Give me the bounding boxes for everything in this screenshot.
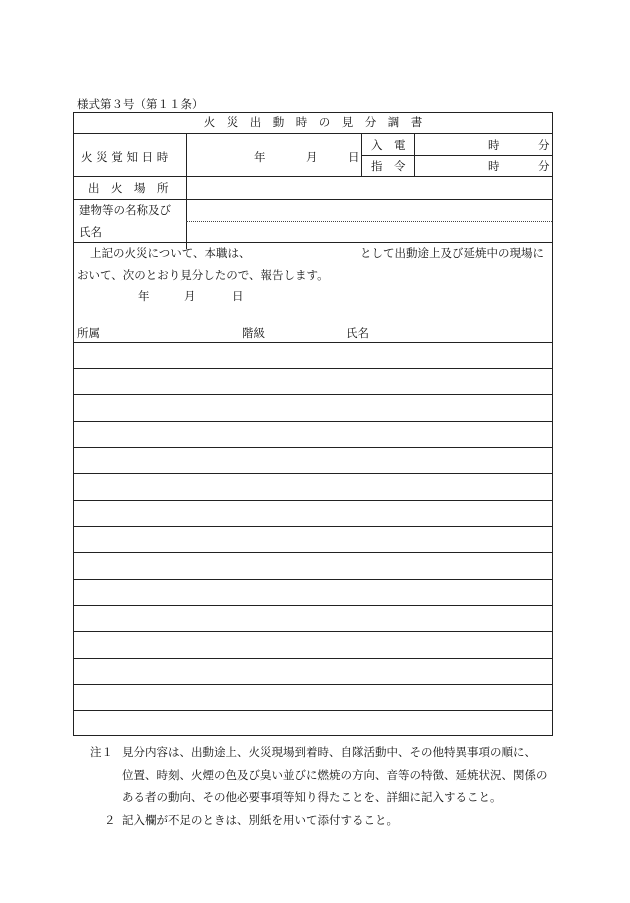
report-date-day: 日: [232, 289, 244, 303]
form-number: 様式第３号（第１１条）: [77, 97, 204, 111]
building-name-label: 建物等の名称及び: [79, 203, 171, 217]
report-line-1b: として出動途上及び延焼中の現場に: [360, 246, 544, 260]
divider: [74, 242, 552, 243]
divider: [74, 133, 552, 134]
label-column-divider: [186, 133, 187, 249]
notes: [90, 741, 548, 831]
ruled-line: [74, 394, 552, 395]
fire-location-label: 出 火 場 所: [88, 181, 169, 195]
dotted-divider: [186, 221, 552, 222]
ruled-line: [74, 631, 552, 632]
note-1-line-2: 位置、時刻、火煙の色及び臭い並びに燃焼の方向、音等の特徴、延焼状況、関係の: [122, 767, 548, 782]
command-hour-unit: 時: [488, 159, 500, 173]
divider: [361, 155, 552, 156]
note-2-mark: ２: [104, 812, 116, 827]
note-1-line-2-row: [90, 764, 548, 787]
ruled-line: [74, 447, 552, 448]
incoming-minute-unit: 分: [538, 138, 550, 152]
ruled-line: [74, 473, 552, 474]
ruled-line: [74, 526, 552, 527]
report-date-year: 年: [138, 289, 150, 303]
ruled-line: [74, 552, 552, 553]
ruled-line: [74, 368, 552, 369]
ruled-line: [74, 684, 552, 685]
note-1: [90, 741, 548, 764]
name-label: 氏名: [346, 326, 369, 340]
incoming-hour-unit: 時: [488, 138, 500, 152]
ruled-line: [74, 605, 552, 606]
rank-label: 階級: [242, 326, 265, 340]
note-1-line-1: 見分内容は、出動途上、火災現場到着時、自隊活動中、その他特異事項の順に、: [122, 745, 536, 759]
ruled-line: [74, 579, 552, 580]
ruled-line: [74, 500, 552, 501]
ruled-line: [74, 710, 552, 711]
note-1-line-3: ある者の動向、その他必要事項等知り得たことを、詳細に記入すること。: [122, 790, 502, 804]
report-date-month: 月: [184, 289, 196, 303]
ruled-line: [74, 342, 552, 343]
note-2: [90, 809, 548, 832]
owner-name-label: 氏名: [79, 225, 102, 239]
note-1-mark: 注１: [90, 745, 113, 759]
report-sheet: [73, 112, 553, 736]
date-month-unit: 月: [306, 150, 318, 164]
command-label: 指 令: [371, 159, 406, 173]
note-1-line-3-row: [90, 786, 548, 809]
report-line-1a: 上記の火災について、本職は、: [90, 246, 251, 260]
incoming-call-label: 入 電: [371, 138, 406, 152]
awareness-label: 火 災 覚 知 日 時: [81, 150, 169, 164]
date-year-unit: 年: [254, 150, 266, 164]
ruled-line: [74, 658, 552, 659]
divider: [74, 199, 552, 200]
command-minute-unit: 分: [538, 159, 550, 173]
ruled-line: [74, 421, 552, 422]
affiliation-label: 所属: [77, 326, 100, 340]
form-title: 火 災 出 動 時 の 見 分 調 書: [203, 115, 423, 129]
report-line-2: おいて、次のとおり見分したので、報告します。: [77, 268, 329, 282]
note-2-line-1: 記入欄が不足のときは、別紙を用いて添付すること。: [122, 812, 398, 827]
date-day-unit: 日: [348, 150, 360, 164]
divider: [74, 176, 552, 177]
